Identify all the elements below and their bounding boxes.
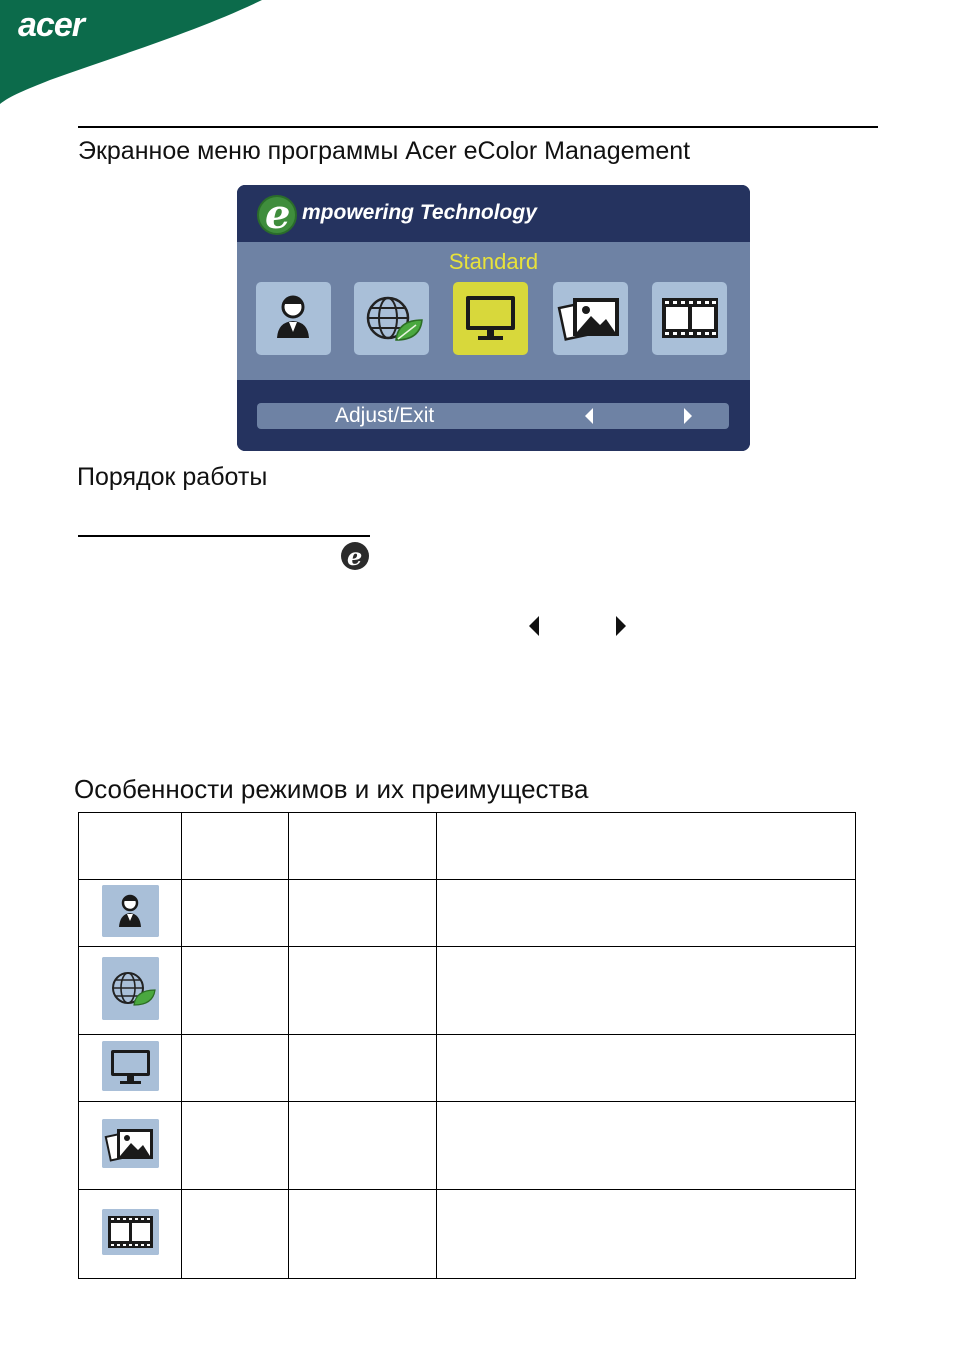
acer-logo: acer (18, 6, 84, 44)
mode-button-standard[interactable] (453, 282, 528, 355)
monitor-icon (453, 282, 528, 355)
table-cell (182, 947, 289, 1035)
monitor-icon (102, 1041, 159, 1091)
features-heading: Особенности режимов и их преимущества (74, 774, 589, 804)
header-swoosh (0, 0, 954, 110)
table-cell (437, 880, 856, 947)
empowering-e-icon: e (257, 195, 297, 235)
film-icon (652, 282, 727, 355)
user-icon (256, 282, 331, 355)
svg-text:e: e (347, 542, 363, 571)
table-cell (182, 1102, 289, 1190)
table-cell (289, 880, 437, 947)
table-cell (182, 880, 289, 947)
table-row (79, 947, 856, 1035)
table-cell (289, 1190, 437, 1279)
table-cell (437, 1035, 856, 1102)
procedure-divider (78, 535, 370, 537)
globe-leaf-icon (102, 957, 159, 1020)
modes-table (78, 812, 856, 1279)
table-cell (437, 1102, 856, 1190)
picture-icon (553, 282, 628, 355)
table-cell (182, 1035, 289, 1102)
table-cell (289, 813, 437, 880)
table-row (79, 880, 856, 947)
table-cell (182, 813, 289, 880)
mode-button-movie[interactable] (652, 282, 727, 355)
table-cell (182, 1190, 289, 1279)
table-cell (79, 1190, 182, 1279)
table-row (79, 1035, 856, 1102)
mode-button-graphics[interactable] (553, 282, 628, 355)
osd-title: mpowering Technology (302, 201, 537, 224)
empowering-key-icon (340, 541, 370, 571)
top-divider (78, 126, 878, 128)
picture-icon (102, 1119, 159, 1168)
left-arrow-key-icon (527, 615, 541, 637)
right-arrow-icon[interactable] (681, 407, 695, 425)
table-cell (79, 813, 182, 880)
right-arrow-key-icon (614, 615, 628, 637)
table-cell (437, 1190, 856, 1279)
table-cell (79, 880, 182, 947)
table-cell (437, 813, 856, 880)
globe-leaf-icon (354, 282, 429, 355)
left-arrow-icon[interactable] (582, 407, 596, 425)
mode-button-user[interactable] (256, 282, 331, 355)
adjust-exit-bar[interactable] (257, 403, 729, 429)
table-row (79, 1102, 856, 1190)
ecolor-osd-panel (237, 185, 750, 451)
table-header-row (79, 813, 856, 880)
procedure-heading: Порядок работы (77, 463, 268, 491)
table-cell (79, 947, 182, 1035)
osd-header-bar (237, 185, 750, 242)
table-cell (79, 1035, 182, 1102)
table-cell (289, 1035, 437, 1102)
table-cell (437, 947, 856, 1035)
table-cell (289, 947, 437, 1035)
table-row (79, 1190, 856, 1279)
mode-button-eco[interactable] (354, 282, 429, 355)
adjust-exit-label: Adjust/Exit (335, 404, 435, 427)
table-cell (289, 1102, 437, 1190)
current-mode-label: Standard (448, 249, 539, 274)
user-icon (102, 885, 159, 937)
table-cell (79, 1102, 182, 1190)
osd-section-heading: Экранное меню программы Acer eColor Management (78, 137, 691, 165)
film-icon (102, 1209, 159, 1255)
